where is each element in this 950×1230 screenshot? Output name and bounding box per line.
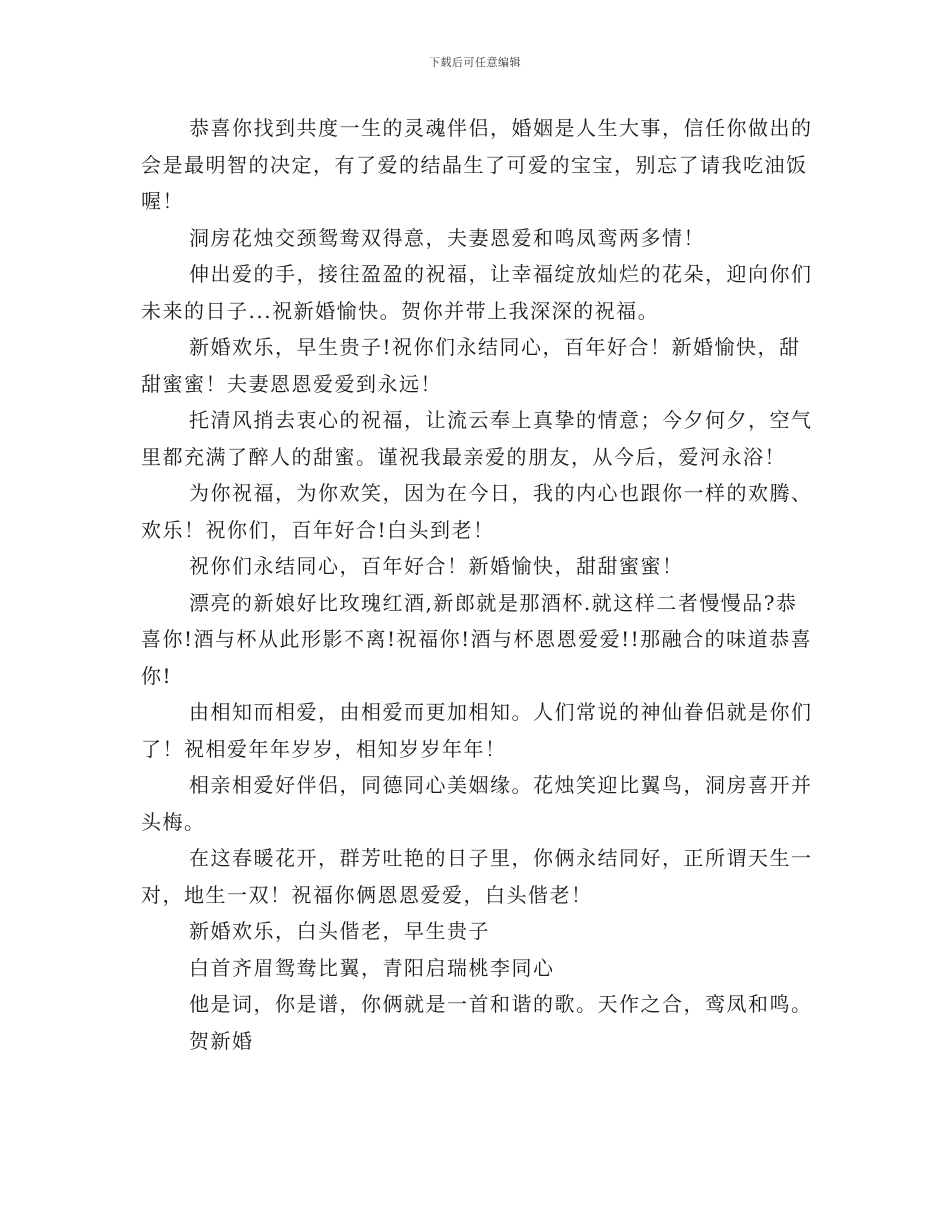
- document-body: [141, 110, 813, 1059]
- paragraph: 托清风捎去衷心的祝福，让流云奉上真挚的情意；今夕何夕，空气里都充满了醉人的甜蜜。谨祝我最亲爱的朋友，从今后，爱河永浴！: [141, 408, 813, 469]
- paragraph: 漂亮的新娘好比玫瑰红酒,新郎就是那酒杯.就这样二者慢慢品?恭喜你!酒与杯从此形影不离!祝福你!酒与杯恩恩爱爱!!那融合的味道恭喜你!: [141, 590, 813, 688]
- paragraph: 贺新婚: [189, 1028, 254, 1053]
- paragraph: 恭喜你找到共度一生的灵魂伴侣，婚姻是人生大事，信任你做出的会是最明智的决定，有了爱的结晶生了可爱的宝宝，别忘了请我吃油饭喔！: [141, 116, 813, 213]
- page-header: 下载后可任意编辑: [429, 56, 521, 69]
- paragraph: 祝你们永结同心，百年好合！新婚愉快，甜甜蜜蜜！: [189, 554, 684, 578]
- paragraph: 新婚欢乐，白头偕老，早生贵子: [189, 919, 490, 943]
- paragraph: 为你祝福，为你欢笑，因为在今日，我的内心也跟你一样的欢腾、欢乐！祝你们，百年好合!白头到老！: [141, 481, 813, 542]
- paragraph: 洞房花烛交颈鸳鸯双得意，夫妻恩爱和鸣凤鸾两多情！: [189, 225, 705, 250]
- paragraph: 他是词，你是谱，你俩就是一首和谐的歌。天作之合，鸾凤和鸣。: [189, 992, 813, 1016]
- paragraph: 白首齐眉鸳鸯比翼，青阳启瑞桃李同心: [189, 955, 555, 980]
- paragraph: 新婚欢乐，早生贵子!祝你们永结同心，百年好合！新婚愉快，甜甜蜜蜜！夫妻恩恩爱爱到永远！: [141, 335, 801, 396]
- paragraph: 相亲相爱好伴侣，同德同心美姻缘。花烛笑迎比翼鸟，洞房喜开并头梅。: [141, 773, 813, 834]
- paragraph: 由相知而相爱，由相爱而更加相知。人们常说的神仙眷侣就是你们了！祝相爱年年岁岁，相知岁岁年年！: [141, 700, 813, 761]
- paragraph: 伸出爱的手，接往盈盈的祝福，让幸福绽放灿烂的花朵，迎向你们未来的日子...祝新婚愉快。贺你并带上我深深的祝福。: [141, 262, 813, 323]
- paragraph: 在这春暖花开，群芳吐艳的日子里，你俩永结同好，正所谓天生一对，地生一双！祝福你俩恩恩爱爱，白头偕老！: [141, 846, 813, 907]
